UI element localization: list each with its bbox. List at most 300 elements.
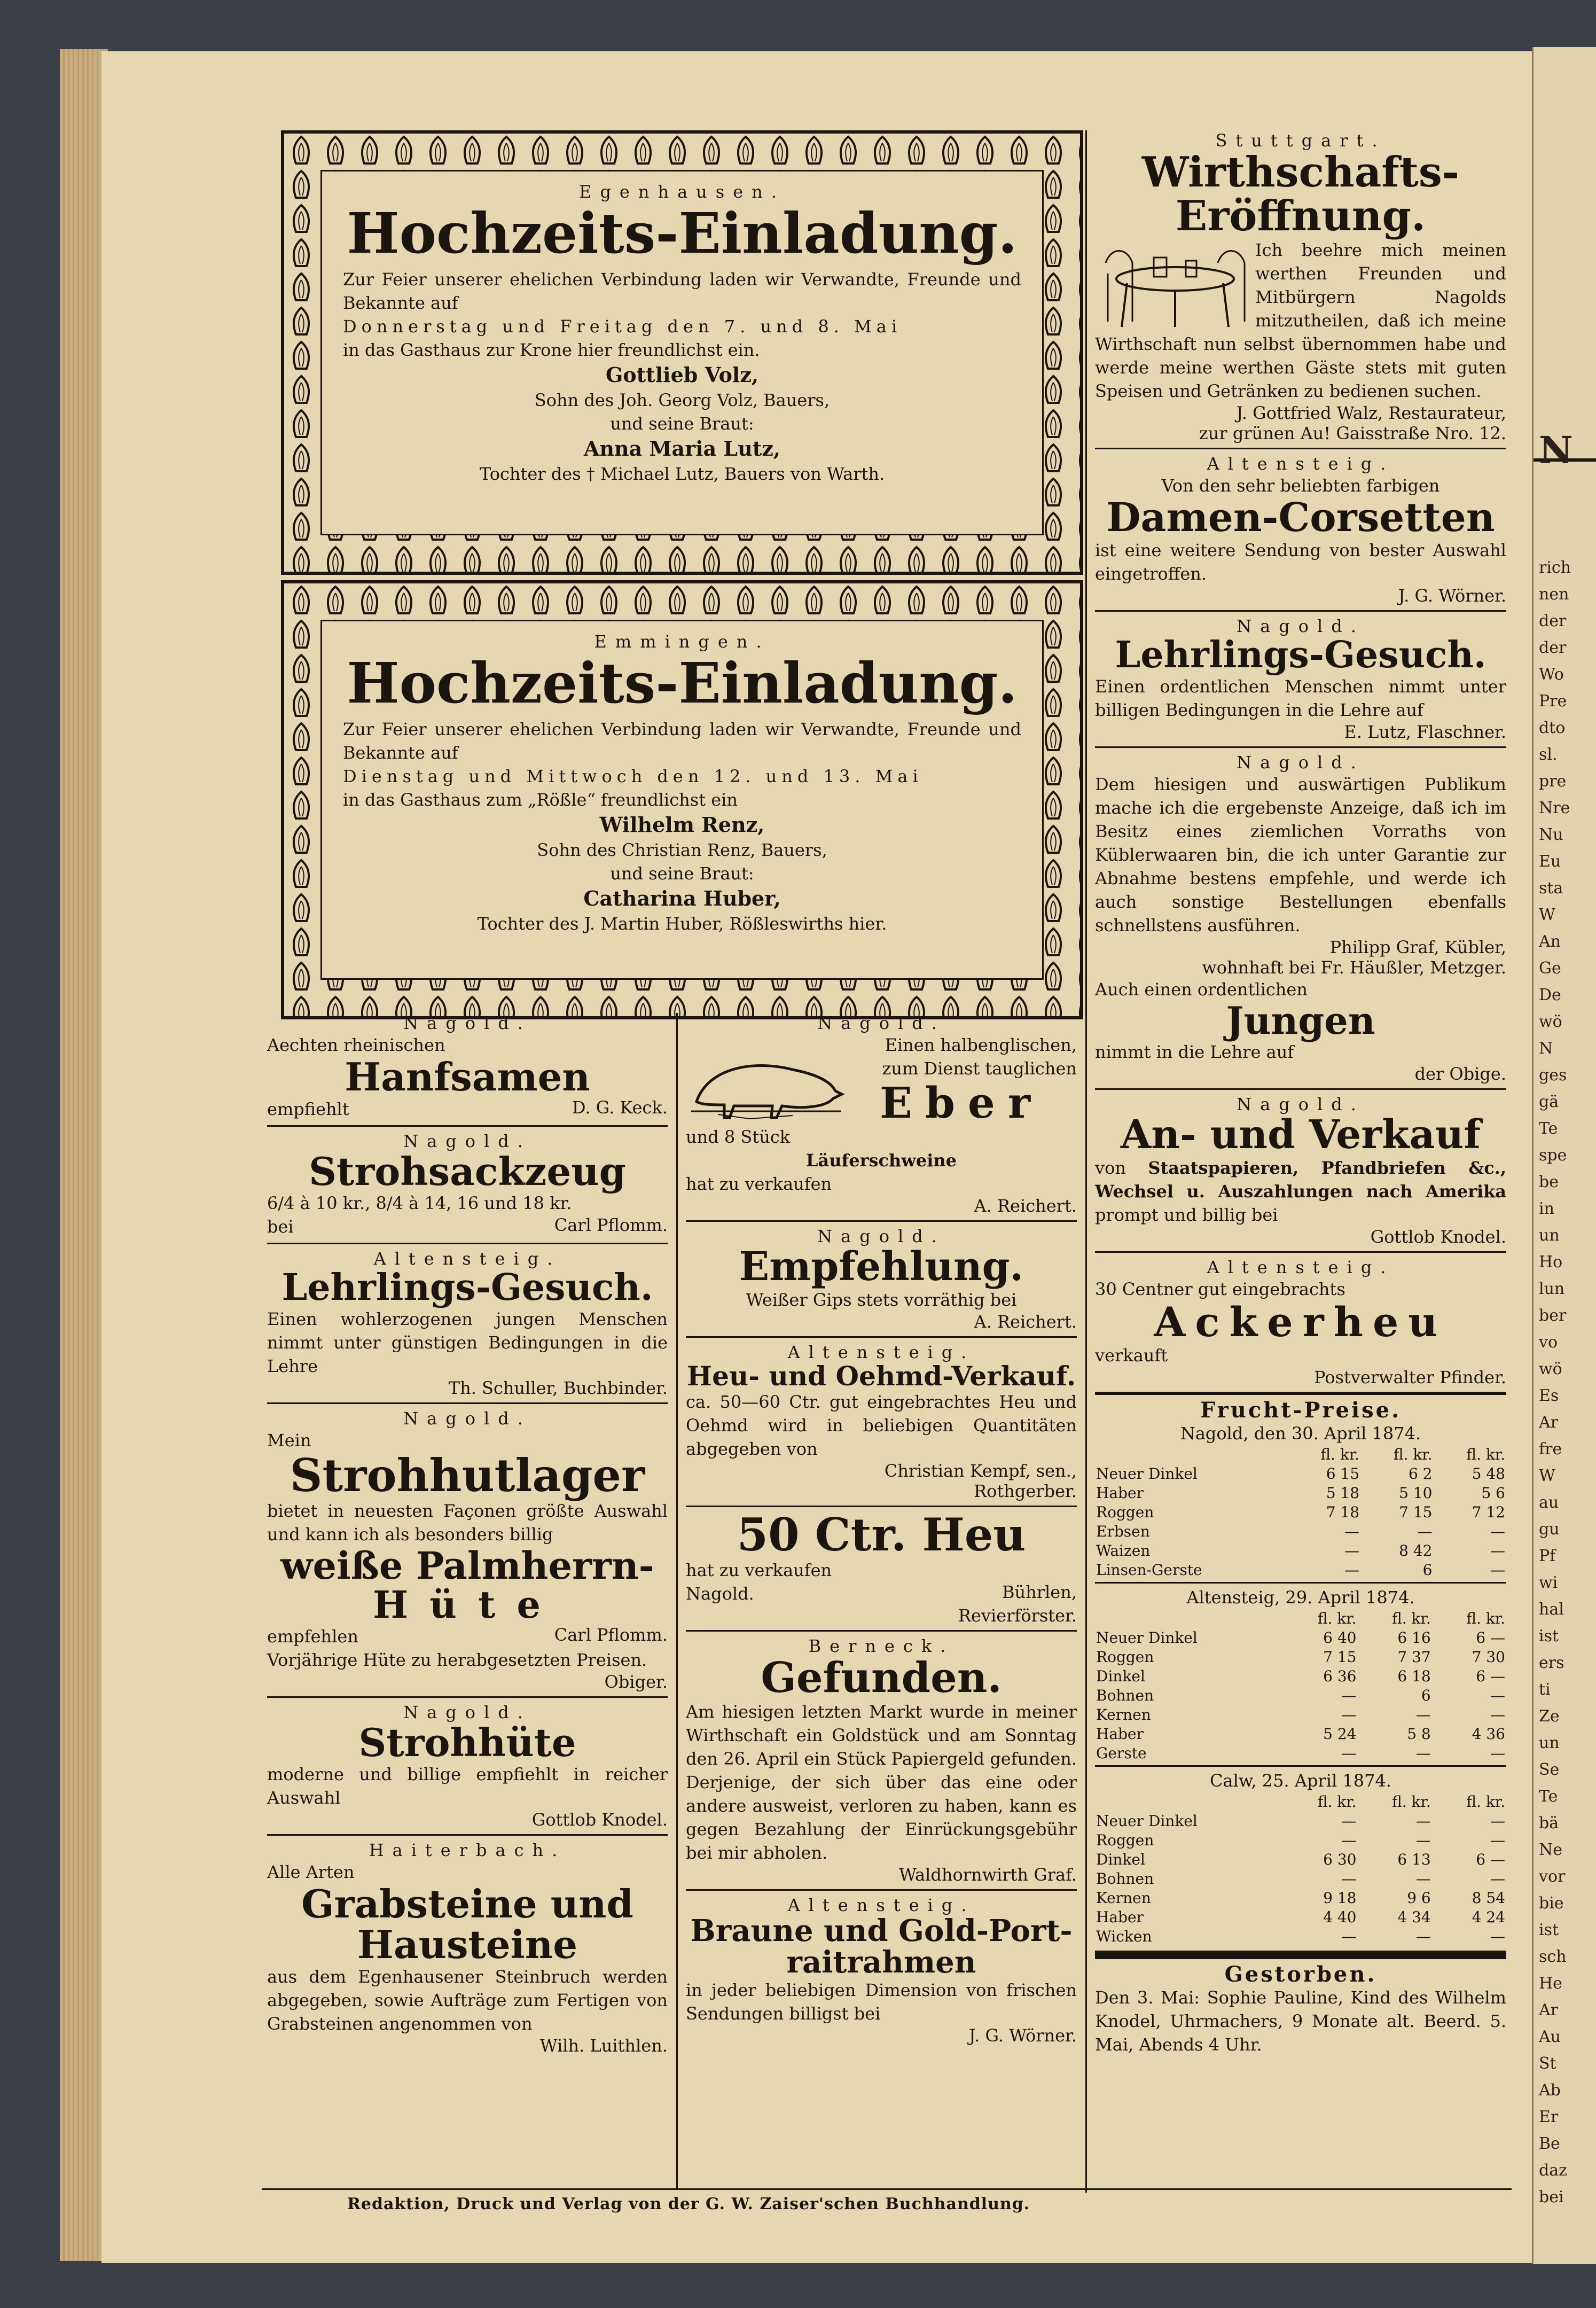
adjacent-page-text-fragment: He [1539, 1974, 1562, 1993]
fruit-prices [1095, 1399, 1506, 1946]
ad-text: hat zu verkaufen [686, 1174, 832, 1194]
table-header-cell: fl. kr. [1466, 1610, 1505, 1628]
ad-divider [1095, 746, 1506, 748]
adjacent-page-text-fragment: Ne [1539, 1841, 1563, 1859]
adjacent-page-text-fragment: Ar [1539, 2001, 1559, 2019]
table-cell: — [1415, 1706, 1431, 1724]
ad-lehrlings-gesuch [267, 1249, 668, 1398]
adjacent-page-text-fragment: der [1539, 612, 1567, 630]
ad-divider [1095, 1582, 1506, 1584]
ad-signature: Bührlen, [1002, 1582, 1077, 1603]
table-row-label: Gerste [1096, 1744, 1147, 1763]
gestorben-title: Gestorben. [1224, 1961, 1377, 1987]
adjacent-page-text-fragment: W [1539, 906, 1555, 924]
ad-place: Altensteig. [1207, 453, 1395, 474]
table-cell: 4 36 [1472, 1725, 1505, 1743]
ad-title: Lehrlings-Gesuch. [281, 1266, 653, 1309]
table-row-label: Neuer Dinkel [1096, 1465, 1198, 1483]
column-divider [1085, 130, 1087, 2193]
gestorben-text: Den 3. Mai: Sophie Pauline, Kind des Wilhelm Knodel, Uhrmachers, 9 Monate alt. Beerd. 5. Mai, Abends 4 Uhr. [1095, 1987, 1506, 2055]
wedding-1-bride-desc: Tochter des † Michael Lutz, Bauers von Warth. [479, 464, 885, 485]
ad-text: Nagold. [686, 1584, 754, 1604]
wedding-1-title: Hochzeits-Einladung. [347, 200, 1018, 266]
ad-portraitrahmen [686, 1895, 1077, 2046]
ad-divider [686, 1630, 1077, 1632]
wedding-1-bride: Anna Maria Lutz, [583, 436, 781, 461]
ad-place: Nagold. [403, 1130, 531, 1151]
table-cell: 7 15 [1323, 1648, 1357, 1666]
table-header-cell [1095, 1445, 1288, 1464]
table-row [1095, 1831, 1506, 1850]
ad-title: Strohhutlager [290, 1448, 645, 1502]
table-cell: 6 18 [1397, 1667, 1431, 1686]
table-cell: 7 12 [1472, 1503, 1505, 1522]
table-row-label: Roggen [1096, 1831, 1154, 1850]
ad-signature: J. Gottfried Walz, Restaurateur, [1236, 402, 1506, 423]
ad-divider [1095, 1765, 1506, 1767]
adjacent-page-text-fragment: Ho [1539, 1253, 1563, 1272]
adjacent-page-text-fragment: au [1539, 1493, 1559, 1512]
ad-divider [1095, 610, 1506, 612]
ad-text: moderne und billige empfiehlt in reicher Auswahl [267, 1764, 668, 1808]
table-cell: 5 6 [1481, 1484, 1505, 1502]
adjacent-page-text-fragment: Er [1539, 2108, 1559, 2126]
adjacent-page-text-fragment: Se [1539, 1760, 1560, 1779]
ad-text: bietet in neuesten Façonen größte Auswahl und kann ich als besonders billig [267, 1500, 668, 1545]
table-row [1095, 1869, 1506, 1889]
wedding-2-and-bride: und seine Braut: [610, 863, 754, 884]
wedding-1-text: Zur Feier unserer ehelichen Verbindung laden wir Verwandte, Freunde und Bekannte auf [343, 269, 1021, 314]
table-row [1095, 1889, 1506, 1908]
adjacent-page-fragment [1532, 47, 1596, 2264]
adjacent-page-text-fragment: ers [1539, 1654, 1564, 1672]
table-cell: — [1341, 1928, 1357, 1946]
ad-text: prompt und billig bei [1095, 1205, 1278, 1226]
ad-place: Berneck. [808, 1636, 955, 1657]
ad-divider [1095, 1088, 1506, 1090]
adjacent-page-text-fragment: un [1539, 1226, 1560, 1245]
ad-text: ist eine weitere Sendung von bester Auswahl eingetroffen. [1095, 540, 1506, 584]
ad-empfehlung [686, 1226, 1077, 1332]
ad-text-bold: Staatspapieren, Pfandbriefen &c., Wechsel u. Auszahlungen nach Amerika [1095, 1158, 1507, 1202]
adjacent-page-text-fragment: dto [1539, 719, 1566, 737]
ad-place: Nagold. [817, 1013, 945, 1033]
table-row-label: Dinkel [1096, 1667, 1145, 1686]
ad-divider [1095, 1951, 1506, 1959]
ad-text: bei [267, 1217, 294, 1237]
ad-lehrlings-gesuch-2 [1095, 616, 1506, 742]
adjacent-page-text-fragment: sta [1539, 879, 1563, 898]
table-cell: — [1341, 1870, 1357, 1888]
table-cell: 5 24 [1323, 1725, 1357, 1743]
ad-divider [267, 1402, 668, 1404]
table-header-cell: fl. kr. [1317, 1610, 1357, 1628]
ad-title: An- und Verkauf [1120, 1112, 1481, 1158]
ad-title: Hüte [373, 1582, 562, 1627]
wedding-2-content [343, 631, 1021, 935]
adjacent-page-text-fragment: ist [1539, 1627, 1559, 1646]
ad-signature: Christian Kempf, sen., [884, 1461, 1077, 1482]
table-row [1095, 1908, 1506, 1927]
table-row [1095, 1744, 1506, 1763]
table-cell: 7 15 [1399, 1503, 1433, 1522]
ad-title: Hausteine [357, 1921, 578, 1967]
adjacent-page-text-fragment: in [1539, 1199, 1554, 1218]
ad-title: Eber [880, 1078, 1043, 1128]
table-header-row [1095, 1792, 1506, 1812]
table-cell: — [1341, 1744, 1357, 1763]
wedding-1-groom: Gottlieb Volz, [605, 363, 759, 387]
ad-strohhuete [267, 1702, 668, 1830]
table-cell: 9 18 [1323, 1889, 1357, 1907]
ad-title: weiße Palmherrn- [280, 1543, 654, 1588]
table-cell: — [1490, 1523, 1505, 1541]
footer-rule [262, 2188, 1512, 2190]
ad-strohsackzeug [267, 1131, 668, 1239]
adjacent-page-text-fragment: rich [1539, 558, 1571, 577]
wedding-1-place: Egenhausen. [579, 182, 785, 202]
ad-title: Wirthschafts- [1141, 148, 1460, 197]
wedding-invitation-frame-1 [281, 130, 1083, 575]
ad-text: Dem hiesigen und auswärtigen Publikum mache ich die ergebenste Anzeige, daß ich im Besitz eines ziemlichen Vorraths von Küblerwaaren bin, die ich unter Garantie zur Abnahme bestens empfehle, und werde ich auch sonstige Bestellungen ebenfalls schnellstens ausführen. [1095, 774, 1506, 935]
ad-text: Alle Arten [267, 1862, 355, 1883]
left-column [267, 1013, 668, 2056]
ad-title: Damen-Corsetten [1106, 494, 1495, 541]
adjacent-page-text-fragment: bei [1539, 2188, 1564, 2206]
ad-grabsteine [267, 1840, 668, 2055]
adjacent-page-text-fragment: wö [1539, 1012, 1562, 1031]
table-row-label: Bohnen [1096, 1870, 1154, 1888]
table-row-label: Kernen [1096, 1706, 1151, 1724]
ad-text: Einen halbenglischen, [885, 1035, 1077, 1055]
table-header-row [1095, 1609, 1506, 1628]
wedding-2-date: Dienstag und Mittwoch den 12. und 13. Mai [343, 766, 923, 787]
ad-text: Einen ordentlichen Menschen nimmt unter billigen Bedingungen in die Lehre auf [1095, 676, 1506, 720]
ad-divider [267, 1125, 668, 1127]
adjacent-page-text-fragment: Ab [1539, 2081, 1561, 2100]
table-row-label: Neuer Dinkel [1096, 1629, 1198, 1647]
table-row-label: Kernen [1096, 1889, 1151, 1907]
table-cell: — [1490, 1831, 1505, 1850]
table-cell: — [1341, 1706, 1357, 1724]
ad-damen-corsetten [1095, 454, 1506, 606]
table-cell: 6 30 [1323, 1851, 1357, 1869]
wedding-2-groom-desc: Sohn des Christian Renz, Bauers, [537, 840, 827, 861]
ad-text: Auch einen ordentlichen [1095, 979, 1308, 1000]
adjacent-page-text-fragment: Au [1539, 2028, 1561, 2046]
table-row-label: Linsen-Gerste [1096, 1561, 1202, 1579]
ad-text: empfehlen [267, 1626, 358, 1647]
adjacent-page-text-fragment: pre [1539, 772, 1567, 791]
adjacent-page-text-fragment: ges [1539, 1066, 1567, 1085]
adjacent-page-text-fragment: Te [1539, 1787, 1558, 1806]
table-header-cell: fl. kr. [1466, 1446, 1505, 1464]
ad-divider [686, 1336, 1077, 1338]
table-cell: 7 37 [1397, 1648, 1431, 1666]
fruit-prices-table [1095, 1609, 1506, 1763]
wedding-1-venue: in das Gasthaus zur Krone hier freundlichst ein. [343, 340, 760, 361]
table-row-label: Waizen [1096, 1542, 1151, 1560]
ad-text: zum Dienst tauglichen [882, 1058, 1077, 1079]
ad-title: Hanfsamen [345, 1054, 590, 1100]
adjacent-page-text-fragment: Nre [1539, 799, 1570, 817]
ad-signature: Postverwalter Pfinder. [1314, 1367, 1506, 1387]
table-cell: 6 — [1476, 1667, 1505, 1686]
wedding-2-bride-desc: Tochter des J. Martin Huber, Rößleswirths hier. [477, 914, 887, 934]
ad-title: Strohsackzeug [309, 1148, 626, 1194]
wedding-2-text: Zur Feier unserer ehelichen Verbindung laden wir Verwandte, Freunde und Bekannte auf [343, 719, 1021, 763]
adjacent-page-text-fragment: be [1539, 1173, 1559, 1191]
adjacent-page-text-fragment: Be [1539, 2134, 1560, 2153]
ad-note: Vorjährige Hüte zu herabgesetzten Preisen. [267, 1649, 647, 1670]
ad-signature: Wilh. Luithlen. [539, 2035, 668, 2056]
table-row [1095, 1667, 1506, 1686]
table-header-cell: fl. kr. [1392, 1610, 1431, 1628]
ad-text: und 8 Stück [686, 1127, 791, 1147]
ad-text: 30 Centner gut eingebrachts [1095, 1279, 1345, 1300]
boar-icon [686, 1043, 846, 1123]
ad-title: Gefunden. [761, 1654, 1002, 1703]
table-cell: 6 40 [1323, 1629, 1357, 1647]
table-row-label: Haber [1096, 1908, 1144, 1927]
table-cell: — [1490, 1687, 1505, 1705]
table-cell: — [1415, 1928, 1431, 1946]
ad-text: empfiehlt [267, 1098, 349, 1119]
ad-signature: Obiger. [604, 1671, 668, 1692]
wedding-1-content [343, 182, 1021, 486]
gestorben [1095, 1963, 1506, 2056]
adjacent-page-text-fragment: gu [1539, 1520, 1560, 1539]
ad-title: Grabsteine und [301, 1881, 633, 1927]
right-column [1095, 130, 1506, 2056]
table-cell: 7 30 [1472, 1648, 1505, 1666]
ad-place: Nagold. [403, 1013, 531, 1033]
wedding-invitation-frame-2 [281, 580, 1083, 1019]
table-cell: 8 42 [1399, 1542, 1433, 1560]
ad-divider [1095, 1392, 1506, 1395]
table-row-label: Neuer Dinkel [1096, 1812, 1198, 1830]
table-cell: 6 2 [1408, 1465, 1433, 1483]
table-cell: 5 10 [1399, 1484, 1433, 1502]
ad-title: Eröffnung. [1175, 191, 1426, 240]
table-cell: — [1341, 1831, 1357, 1850]
ad-signature-row [267, 1625, 668, 1648]
adjacent-page-text-fragment: ist [1539, 1921, 1559, 1939]
table-header-cell: fl. kr. [1392, 1793, 1431, 1811]
ad-text: nimmt in die Lehre auf [1095, 1042, 1294, 1063]
table-row-label: Erbsen [1096, 1523, 1150, 1541]
ad-50-ctr-heu [686, 1508, 1077, 1626]
wedding-1-groom-desc: Sohn des Joh. Georg Volz, Bauers, [534, 390, 830, 411]
ad-text-bold: Läuferschweine [806, 1150, 957, 1171]
table-row [1095, 1686, 1506, 1705]
table-row-label: Wicken [1096, 1928, 1152, 1946]
table-cell: — [1417, 1523, 1433, 1541]
table-cell: 4 40 [1323, 1908, 1357, 1927]
ad-text: Aechten rheinischen [267, 1035, 445, 1055]
table-cell: — [1344, 1542, 1360, 1560]
adjacent-page-text-fragment: bä [1539, 1814, 1559, 1833]
ad-text: Am hiesigen letzten Markt wurde in meiner Wirthschaft ein Goldstück und am Sonntag den 26. April ein Stück Papiergeld gefunden. Derjenige, der sich über das eine oder andere ausweist, verloren zu haben, kann es gegen Bezahlung der Einrückungsgebühr bei mir abholen. [686, 1702, 1077, 1863]
ad-signature: E. Lutz, Flaschner. [1344, 721, 1506, 742]
adjacent-page-text-fragment: Pre [1539, 692, 1567, 711]
ad-place: Nagold. [403, 1702, 531, 1722]
table-cell: — [1490, 1870, 1505, 1888]
table-cell: 8 54 [1472, 1889, 1505, 1907]
ad-title: raitrahmen [786, 1945, 976, 1980]
adjacent-page-text-fragment: sl. [1539, 745, 1558, 764]
ad-wirthschafts-eroeffnung [1095, 130, 1506, 443]
table-row [1095, 1725, 1506, 1744]
column-divider [676, 1013, 678, 2188]
ad-divider [267, 1834, 668, 1836]
table-cell: 6 36 [1323, 1667, 1357, 1686]
fruit-prices-market-heading: Altensteig, 29. April 1874. [1186, 1587, 1415, 1608]
ad-signature: Rothgerber. [974, 1481, 1077, 1502]
adjacent-page-text-fragment: De [1539, 986, 1561, 1004]
ad-divider [686, 1506, 1077, 1507]
adjacent-page-text-fragment: vo [1539, 1333, 1558, 1352]
table-cell: 6 16 [1397, 1629, 1431, 1647]
ad-ackerheu [1095, 1257, 1506, 1387]
table-cell: 9 6 [1407, 1889, 1431, 1907]
ad-divider [686, 1220, 1077, 1222]
ad-place: Nagold. [817, 1226, 945, 1246]
table-header-cell [1095, 1792, 1283, 1812]
table-row [1095, 1561, 1506, 1580]
table-cell: — [1415, 1812, 1431, 1830]
table-cell: 6 15 [1326, 1465, 1360, 1483]
fruit-prices-table [1095, 1792, 1506, 1946]
table-cell: — [1341, 1687, 1357, 1705]
ad-title: Strohhüte [358, 1719, 576, 1765]
table-cell: — [1490, 1928, 1505, 1946]
ad-signature: Waldhornwirth Graf. [898, 1865, 1077, 1885]
table-header-row [1095, 1445, 1506, 1464]
table-cell: 6 — [1476, 1629, 1505, 1647]
ad-divider [1095, 1251, 1506, 1253]
wedding-2-venue: in das Gasthaus zum „Rößle“ freundlichst ein [343, 790, 738, 810]
ad-text: Ich beehre mich meinen werthen Freunden und Mitbürgern Nagolds mitzutheilen, daß ich meine Wirthschaft nun selbst übernommen habe und werde meine werthen Gäste stets mit guten Speisen und Getränken zu bedienen suchen. [1095, 239, 1506, 401]
adjacent-page-text-fragment: ber [1539, 1306, 1567, 1325]
fruit-prices-tables [1095, 1422, 1506, 1946]
ad-text: verkauft [1095, 1345, 1168, 1366]
table-row [1095, 1927, 1506, 1946]
wedding-2-groom: Wilhelm Renz, [599, 813, 765, 837]
table-cell: 5 48 [1472, 1465, 1505, 1483]
ad-signature: Philipp Graf, Kübler, [1329, 937, 1506, 957]
table-row-label: Dinkel [1096, 1851, 1145, 1869]
table-cell: — [1415, 1831, 1431, 1850]
adjacent-page-text-fragment: N [1539, 1039, 1553, 1058]
table-cell: 6 [1421, 1687, 1431, 1705]
ad-place: Stuttgart. [1215, 130, 1386, 151]
ad-place: Altensteig. [787, 1342, 975, 1362]
ad-divider [267, 1696, 668, 1698]
wedding-2-place: Emmingen. [594, 631, 770, 652]
table-cell: — [1490, 1561, 1505, 1579]
newspaper-page [101, 51, 1538, 2263]
ad-signature: D. G. Keck. [572, 1097, 668, 1118]
table-header-cell: fl. kr. [1466, 1793, 1505, 1811]
ad-eber-text [846, 1033, 1077, 1128]
adjacent-page-text-fragment: wö [1539, 1360, 1562, 1378]
table-header-cell [1095, 1609, 1283, 1628]
fruit-prices-market-heading: Calw, 25. April 1874. [1210, 1770, 1391, 1791]
adjacent-page-text-fragment: lun [1539, 1280, 1565, 1298]
ad-signature: Revierförster. [958, 1605, 1077, 1626]
ad-signature-row [267, 1215, 668, 1238]
ad-title: Lehrlings-Gesuch. [1115, 634, 1487, 677]
ad-signature: Th. Schuller, Buchbinder. [448, 1377, 668, 1398]
adjacent-page-text-fragment: ti [1539, 1680, 1551, 1699]
adjacent-page-text-fragment: Ze [1539, 1707, 1560, 1726]
table-cell: — [1490, 1542, 1505, 1560]
adjacent-page-text-fragment: Nu [1539, 825, 1563, 844]
table-row [1095, 1705, 1506, 1725]
table-cell: 7 18 [1326, 1503, 1360, 1522]
fruit-prices-table [1095, 1445, 1506, 1580]
adjacent-page-text-fragment: fre [1539, 1440, 1562, 1459]
table-cell: 6 13 [1397, 1851, 1431, 1869]
ad-text: Einen wohlerzogenen jungen Menschen nimmt unter günstigen Bedingungen in die Lehre [267, 1308, 668, 1376]
adjacent-page-text-fragment: der [1539, 638, 1567, 657]
table-row [1095, 1541, 1506, 1561]
table-row [1095, 1648, 1506, 1667]
adjacent-page-text-fragment: An [1539, 932, 1561, 951]
tavern-table-icon [1095, 241, 1250, 332]
ad-place: Altensteig. [787, 1895, 975, 1916]
table-row [1095, 1522, 1506, 1541]
table-header-cell: fl. kr. [1317, 1793, 1357, 1811]
table-header-cell: fl. kr. [1393, 1446, 1433, 1464]
ad-title: Heu- und Oehmd-Verkauf. [686, 1360, 1076, 1392]
ad-title: 50 Ctr. Heu [737, 1508, 1026, 1562]
ad-eber [686, 1013, 1077, 1216]
adjacent-page-text-fragment: wi [1539, 1573, 1558, 1592]
ad-signature-row [267, 1097, 668, 1121]
adjacent-page-text-fragment: Wo [1539, 665, 1564, 684]
ad-text: Von den sehr beliebten farbigen [1161, 475, 1440, 496]
ad-title: Empfehlung. [739, 1244, 1024, 1290]
ad-kuebler [1095, 752, 1506, 1085]
adjacent-page-text-fragment: daz [1539, 2161, 1567, 2180]
ad-signature-row [686, 1582, 1077, 1605]
adjacent-page-text-fragment: vor [1539, 1867, 1566, 1886]
ad-signature: wohnhaft bei Fr. Häußler, Metzger. [1202, 957, 1506, 978]
table-row [1095, 1850, 1506, 1869]
ad-text: Weißer Gips stets vorräthig bei [746, 1289, 1017, 1310]
ad-gefunden [686, 1636, 1077, 1885]
ad-place: Nagold. [1237, 616, 1365, 637]
ad-signature: Carl Pflomm. [554, 1215, 668, 1236]
ad-text: aus dem Egenhausener Steinbruch werden abgegeben, sowie Aufträge zum Fertigen von Grabsteinen angenommen von [267, 1966, 668, 2034]
ad-divider [267, 1243, 668, 1244]
adjacent-page-text-fragment: spe [1539, 1146, 1567, 1165]
table-row [1095, 1464, 1506, 1484]
ad-signature: A. Reichert. [974, 1196, 1077, 1216]
table-cell: 5 8 [1407, 1725, 1431, 1743]
adjacent-page-text-fragment: Eu [1539, 852, 1561, 871]
table-cell: — [1344, 1561, 1360, 1579]
middle-column [686, 1013, 1077, 2046]
table-cell: — [1490, 1706, 1505, 1724]
wedding-2-bride: Catharina Huber, [583, 886, 781, 911]
ad-place: Nagold. [403, 1408, 531, 1429]
ad-text [1095, 1156, 1506, 1227]
ad-title: Ackerheu [1154, 1298, 1448, 1346]
adjacent-page-text-fragment: un [1539, 1734, 1560, 1752]
